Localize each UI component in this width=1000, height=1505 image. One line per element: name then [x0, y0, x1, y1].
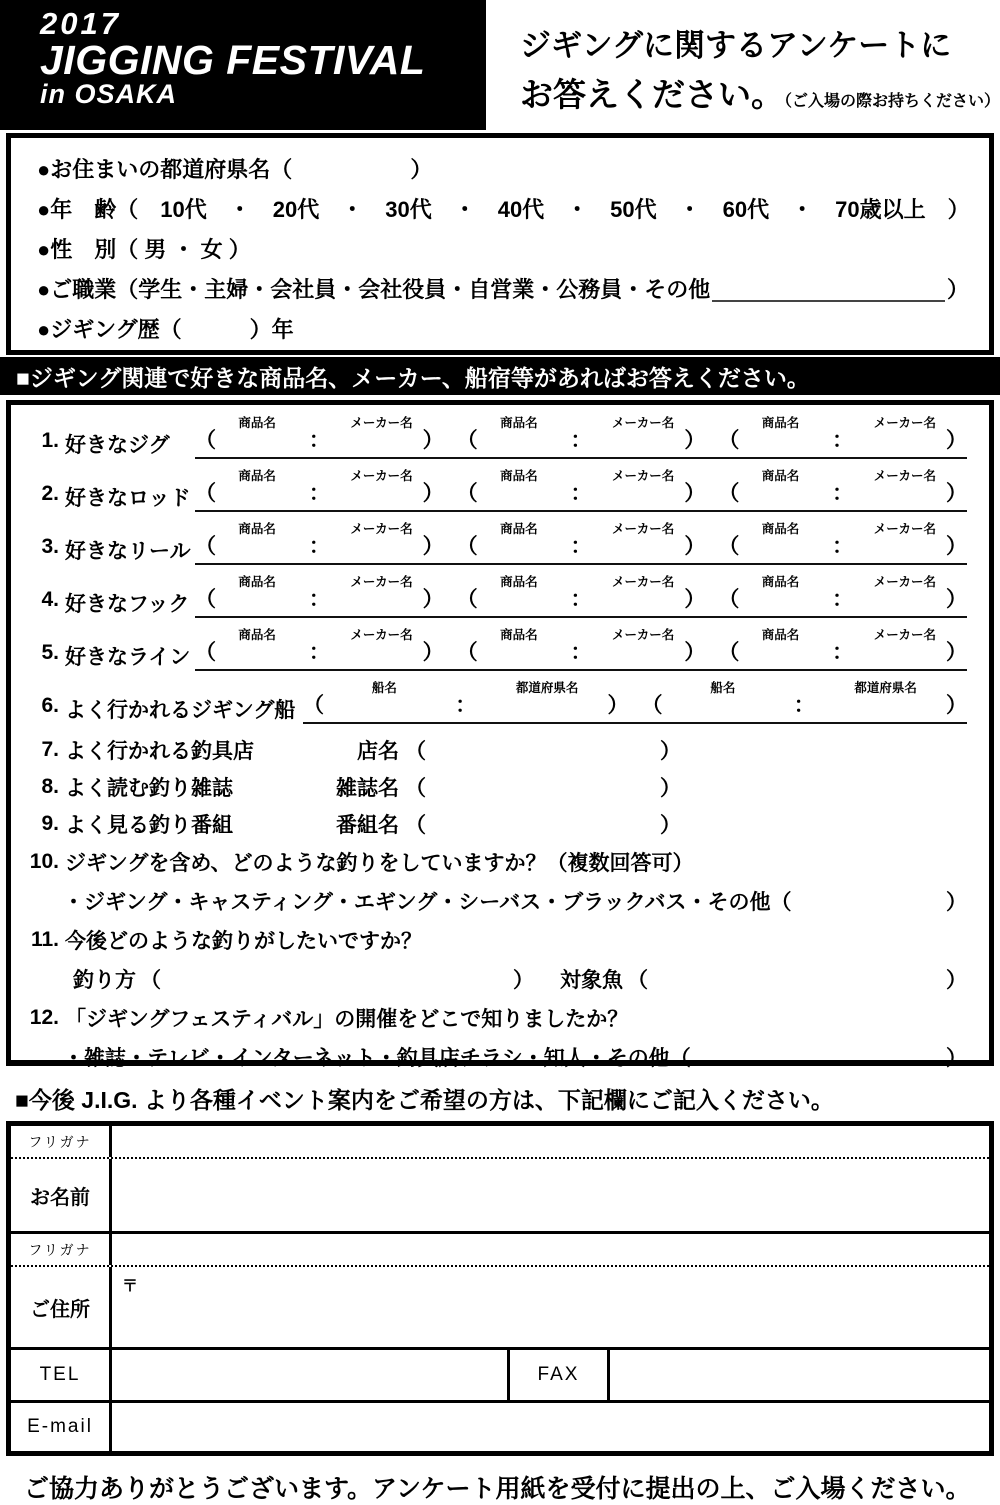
product-name-label: 商品名: [238, 416, 276, 430]
postal-mark: 〒: [122, 1278, 139, 1295]
colon: ：: [570, 429, 592, 452]
product-name-label: 商品名: [238, 469, 276, 483]
question-row-magazine: [27, 768, 967, 805]
question-title: 「ジギングフェスティバル」の開催をどこで知りましたか？: [65, 1007, 629, 1031]
furigana-name-row: [11, 1126, 989, 1159]
answer-group[interactable]: [718, 519, 967, 560]
answer-group[interactable]: [195, 625, 444, 666]
maker-name-label: メーカー名: [873, 469, 936, 483]
answer-groups: [195, 572, 967, 618]
questions-section: [6, 400, 994, 1070]
age-options: （ 10代 ・ 20代 ・ 30代 ・ 40代 ・ 50代 ・ 60代 ・ 70歳以上 ）: [116, 196, 970, 222]
open-paren: （: [718, 588, 740, 611]
question-label: [27, 466, 195, 512]
product-name-label: 商品名: [761, 575, 800, 589]
open-paren: （: [718, 535, 740, 558]
job-other-blank[interactable]: [712, 274, 945, 302]
question-title: 好きなジグ: [65, 434, 170, 457]
open-paren: （: [195, 588, 216, 611]
question-label: [27, 678, 303, 724]
survey-title-line2: [520, 69, 1000, 116]
maker-name-label: メーカー名: [350, 628, 413, 642]
open-paren: （: [303, 694, 324, 717]
colon: ：: [832, 482, 854, 505]
close-paren: ）: [660, 776, 681, 800]
maker-name-label: メーカー名: [873, 628, 936, 642]
colon: ：: [570, 535, 592, 558]
product-name-label: 商品名: [238, 628, 276, 642]
history-label: ●ジギング歴: [37, 316, 160, 342]
question-title: 好きなリール: [65, 540, 191, 563]
question-row-future-fishing: [27, 920, 967, 959]
question-row-tv-program: [27, 805, 967, 842]
colon: ：: [308, 482, 330, 505]
product-name-label: 商品名: [500, 628, 538, 642]
open-paren: （: [456, 429, 478, 452]
maker-name-label: メーカー名: [350, 522, 413, 536]
question-title: よく行かれる釣具店: [65, 739, 254, 763]
field-label: 番組名: [336, 813, 399, 837]
event-logo: [0, 0, 486, 130]
answer-group[interactable]: [195, 413, 444, 454]
colon: ：: [570, 641, 592, 664]
question-row-shop: [27, 731, 967, 768]
answer-group[interactable]: [457, 519, 706, 560]
email-label: E-mail: [11, 1403, 112, 1451]
colon: ：: [793, 694, 815, 717]
answer-group[interactable]: [303, 678, 629, 719]
maker-name-label: メーカー名: [873, 575, 936, 589]
question-number: 1.: [41, 429, 59, 452]
name-cell[interactable]: [112, 1159, 989, 1231]
colon: ：: [308, 641, 330, 664]
question-row-fishing-types: [27, 842, 967, 881]
question-row-hook: [27, 572, 967, 618]
close-paren: ）: [684, 429, 706, 452]
answer-group[interactable]: [457, 413, 706, 454]
address-label: ご住所: [11, 1267, 112, 1347]
close-paren: ）: [684, 588, 706, 611]
colon: ：: [570, 482, 592, 505]
product-name-label: 商品名: [500, 469, 538, 483]
logo-title: JIGGING FESTIVAL: [40, 36, 426, 83]
open-paren: （: [195, 482, 216, 505]
answer-group[interactable]: [642, 678, 968, 719]
question-number: 4.: [41, 588, 59, 611]
question-row-reel: [27, 519, 967, 565]
maker-name-label: メーカー名: [612, 522, 675, 536]
job-line: [37, 268, 969, 308]
favorites-section-bar: ■ジギング関連で好きな商品名、メーカー、船宿等があればお答えください。: [0, 357, 1000, 395]
fishing-types-options: [63, 881, 967, 920]
maker-name-label: メーカー名: [612, 469, 675, 483]
logo-year: 2017: [40, 6, 121, 41]
survey-title: [486, 0, 1000, 130]
open-paren: （: [405, 813, 426, 837]
age-label: ●年 齢: [37, 196, 117, 222]
colon: ：: [455, 694, 477, 717]
product-name-label: 商品名: [500, 522, 538, 536]
answer-group[interactable]: [195, 572, 444, 613]
maker-name-label: メーカー名: [350, 575, 413, 589]
tel-label: TEL: [11, 1350, 112, 1400]
close-paren: ）: [607, 694, 629, 717]
maker-name-label: メーカー名: [350, 416, 413, 430]
ship-name-label: 船名: [371, 681, 397, 695]
open-paren: （: [718, 429, 740, 452]
maker-name-label: メーカー名: [350, 469, 413, 483]
close-paren: ）: [946, 482, 967, 505]
open-paren: （: [195, 641, 216, 664]
survey-title-line1: ジギングに関するアンケートに: [519, 28, 952, 63]
question-title: よく見る釣り番組: [65, 813, 233, 837]
answer-group[interactable]: [718, 466, 967, 507]
survey-title-line2-text: お答えください。: [519, 76, 784, 113]
maker-name-label: メーカー名: [873, 416, 936, 430]
question-label: [27, 519, 195, 565]
contact-section-header: ■今後 J.I.G. より各種イベント案内をご希望の方は、下記欄にご記入ください。: [15, 1087, 834, 1113]
colon: ：: [832, 429, 854, 452]
open-paren: （: [405, 739, 426, 763]
colon: ：: [832, 641, 854, 664]
product-name-label: 商品名: [761, 416, 800, 430]
question-label: [27, 413, 195, 459]
close-paren: ）: [422, 535, 444, 558]
open-paren: （: [456, 641, 478, 664]
email-row: [11, 1403, 989, 1451]
open-paren: （: [456, 482, 478, 505]
product-name-label: 商品名: [761, 628, 800, 642]
question-title: 好きなフック: [65, 593, 190, 616]
open-paren: （: [159, 316, 182, 342]
close-paren: ）: [249, 316, 272, 342]
close-paren: ）: [410, 156, 433, 182]
question-row-how-learned: [27, 998, 967, 1037]
address-row: [11, 1267, 989, 1350]
furigana-label: フリガナ: [11, 1234, 112, 1265]
footer-thankyou-note: ご協力ありがとうございます。アンケート用紙を受付に提出の上、ご入場ください。: [24, 1475, 971, 1503]
maker-name-label: メーカー名: [612, 575, 675, 589]
tel-fax-row: [11, 1350, 989, 1403]
question-title: 好きなライン: [65, 646, 191, 669]
product-name-label: 商品名: [500, 416, 538, 430]
furigana-address-cell[interactable]: [112, 1234, 989, 1265]
open-paren: （: [195, 429, 216, 452]
close-paren: ）: [660, 813, 681, 837]
options-text: ・雑誌・テレビ・インターネット・釣具店チラシ・知人・その他: [63, 1046, 670, 1070]
question-number: 3.: [41, 535, 59, 558]
question-label: [27, 625, 195, 671]
colon: ：: [308, 429, 330, 452]
open-paren: （: [770, 890, 792, 914]
field-label: 雑誌名: [336, 776, 399, 800]
question-title: 今後どのような釣りがしたいですか？: [65, 929, 422, 953]
maker-name-label: メーカー名: [612, 628, 675, 642]
open-paren: （: [270, 156, 293, 182]
close-paren: ）: [946, 641, 967, 664]
survey-title-note: （ご入場の際お持ちください）: [783, 93, 1000, 110]
history-line: [37, 308, 969, 348]
open-paren: （: [718, 482, 740, 505]
product-name-label: 商品名: [761, 522, 800, 536]
method-label: 釣り方: [73, 968, 136, 992]
profile-section: [6, 133, 994, 355]
close-paren: ）: [422, 588, 444, 611]
answer-group[interactable]: [718, 625, 967, 666]
ship-name-label: 船名: [710, 681, 736, 695]
open-paren: （: [669, 1046, 691, 1070]
gender-options: （ 男 ・ 女 ）: [116, 236, 251, 262]
answer-group[interactable]: [195, 466, 444, 507]
product-name-label: 商品名: [238, 575, 276, 589]
job-options: （学生・主婦・会社員・会社役員・自営業・公務員・その他: [116, 276, 711, 302]
page-header: [0, 0, 1000, 130]
open-paren: （: [627, 968, 648, 992]
open-paren: （: [195, 535, 216, 558]
answer-group[interactable]: [457, 625, 706, 666]
answer-group[interactable]: [718, 572, 967, 613]
logo-location: in OSAKA: [40, 79, 178, 110]
close-paren: ）: [946, 276, 969, 302]
question-row-rod: [27, 466, 967, 512]
question-number: 6.: [41, 694, 59, 717]
target-fish-label: 対象魚: [560, 968, 623, 992]
close-paren: ）: [684, 641, 706, 664]
options-text: ・ジギング・キャスティング・エギング・シーバス・ブラックバス・その他: [63, 890, 771, 914]
furigana-address-row: [11, 1234, 989, 1267]
close-paren: ）: [513, 968, 534, 992]
question-title: よく行かれるジギング船: [65, 699, 296, 722]
close-paren: ）: [684, 482, 706, 505]
answer-group[interactable]: [457, 572, 706, 613]
age-line: [37, 188, 969, 228]
close-paren: ）: [946, 968, 967, 992]
answer-groups: [195, 413, 967, 459]
answer-group[interactable]: [718, 413, 967, 454]
product-name-label: 商品名: [238, 522, 276, 536]
open-paren: （: [641, 694, 663, 717]
question-number: 5.: [41, 641, 59, 664]
prefecture-label: 都道府県名: [854, 681, 917, 695]
question-row-line: [27, 625, 967, 671]
answer-group[interactable]: [457, 466, 706, 507]
close-paren: ）: [422, 482, 444, 505]
close-paren: ）: [946, 1046, 967, 1070]
close-paren: ）: [946, 429, 967, 452]
name-label: お名前: [11, 1159, 112, 1231]
answer-groups: [195, 466, 967, 512]
open-paren: （: [456, 588, 478, 611]
question-number: 11.: [30, 927, 59, 951]
answer-group[interactable]: [195, 519, 444, 560]
open-paren: （: [456, 535, 478, 558]
open-paren: （: [140, 968, 161, 992]
gender-label: ●性 別: [37, 236, 117, 262]
prefecture-label: 都道府県名: [515, 681, 579, 695]
colon: ：: [832, 535, 854, 558]
history-suffix: 年: [271, 316, 294, 342]
question-number: 7.: [41, 737, 59, 761]
open-paren: （: [718, 641, 740, 664]
close-paren: ）: [946, 535, 967, 558]
residence-line: [37, 148, 969, 188]
answer-groups: [195, 519, 967, 565]
contact-table: [6, 1121, 994, 1456]
field-label: 店名: [357, 739, 399, 763]
close-paren: ）: [946, 890, 967, 914]
job-label: ●ご職業: [37, 276, 117, 302]
fax-label: FAX: [510, 1350, 610, 1400]
colon: ：: [308, 535, 330, 558]
open-paren: （: [405, 776, 426, 800]
future-fishing-fields: [73, 959, 967, 998]
close-paren: ）: [946, 694, 967, 717]
answer-groups: [303, 678, 967, 724]
close-paren: ）: [422, 641, 444, 664]
name-row: [11, 1159, 989, 1234]
answer-groups: [195, 625, 967, 671]
how-learned-options: [63, 1037, 967, 1076]
tel-cell[interactable]: [112, 1350, 510, 1400]
colon: ：: [832, 588, 854, 611]
question-title: 好きなロッド: [65, 487, 191, 510]
residence-label: ●お住まいの都道府県名: [37, 156, 271, 182]
question-number: 9.: [41, 811, 59, 835]
question-number: 10.: [29, 849, 59, 873]
close-paren: ）: [684, 535, 706, 558]
maker-name-label: メーカー名: [873, 522, 936, 536]
question-number: 8.: [41, 774, 59, 798]
address-cell[interactable]: [112, 1267, 989, 1347]
close-paren: ）: [660, 739, 681, 763]
question-title: ジギングを含め、どのような釣りをしていますか？（複数回答可）: [65, 851, 694, 875]
question-title: よく読む釣り雑誌: [65, 776, 233, 800]
colon: ：: [570, 588, 592, 611]
question-number: 2.: [41, 482, 59, 505]
question-label: [27, 572, 195, 618]
product-name-label: 商品名: [761, 469, 800, 483]
question-row-jig: [27, 413, 967, 459]
furigana-label: フリガナ: [11, 1126, 112, 1157]
furigana-name-cell[interactable]: [112, 1126, 989, 1157]
question-number: 12.: [29, 1005, 59, 1029]
email-cell[interactable]: [112, 1403, 989, 1451]
close-paren: ）: [422, 429, 444, 452]
question-row-boat: [27, 678, 967, 724]
gender-line: [37, 228, 969, 268]
product-name-label: 商品名: [500, 575, 538, 589]
colon: ：: [308, 588, 330, 611]
fax-cell[interactable]: [610, 1350, 989, 1400]
close-paren: ）: [946, 588, 967, 611]
maker-name-label: メーカー名: [612, 416, 675, 430]
